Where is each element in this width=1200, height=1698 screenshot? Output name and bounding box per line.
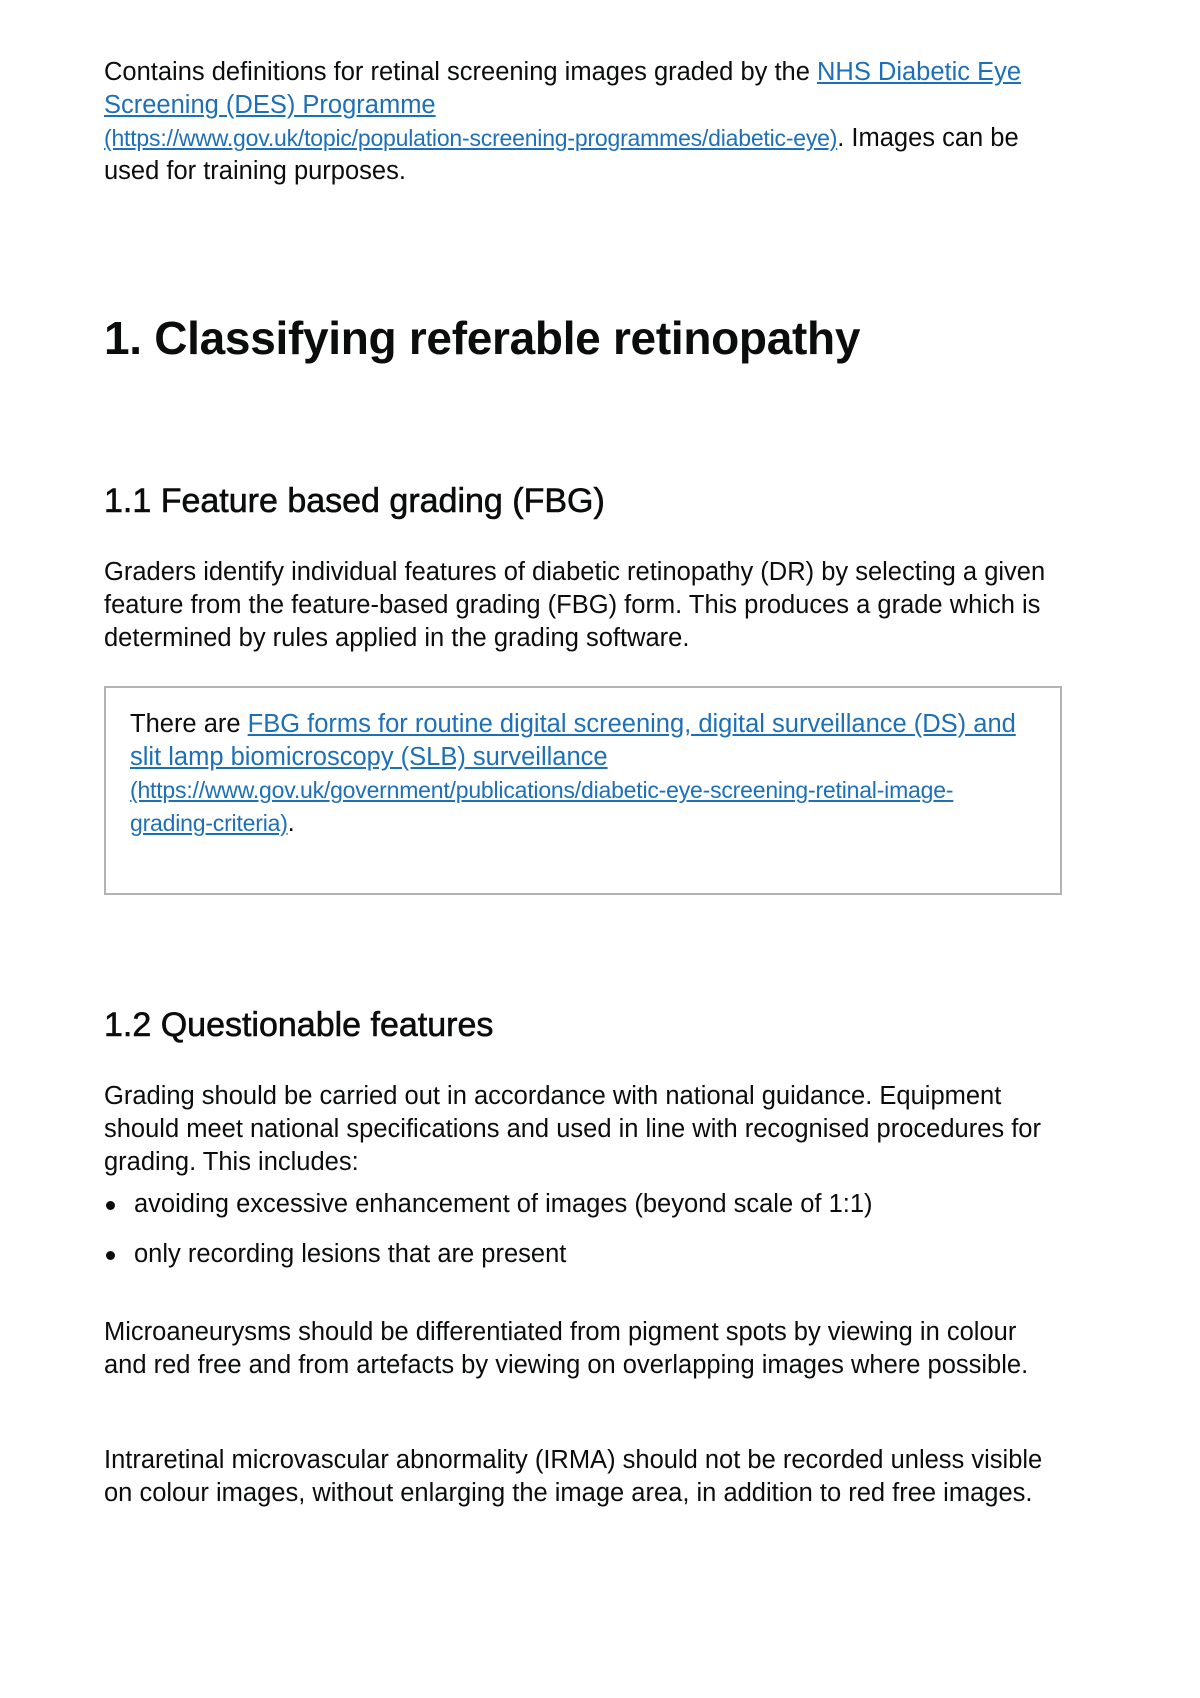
intro-paragraph — [104, 56, 1064, 188]
list-item-text: only recording lesions that are present — [134, 1240, 567, 1268]
irma-paragraph: Intraretinal microvascular abnormality (IRMA) should not be recorded unless visible on colour images, without enlarging the image area, in addition to red free images. — [104, 1446, 1043, 1507]
microaneurysms-paragraph: Microaneurysms should be differentiated from pigment spots by viewing in colour and red free and from artefacts by viewing on overlapping images where possible. — [104, 1318, 1029, 1379]
questionable-paragraph: Grading should be carried out in accordance with national guidance. Equipment should meet national specifications and used in line with recognised procedures for grading. This includes: — [104, 1082, 1041, 1176]
intro-text-before: Contains definitions for retinal screening images graded by the — [104, 58, 817, 86]
inset-paragraph — [130, 708, 1030, 840]
bullet-icon — [106, 1251, 115, 1260]
des-programme-url[interactable]: (https://www.gov.uk/topic/population-screening-programmes/diabetic-eye) — [104, 125, 838, 151]
list-item — [104, 1188, 873, 1221]
list-item-text: avoiding excessive enhancement of images (beyond scale of 1:1) — [134, 1190, 873, 1218]
questionable-heading: 1.2 Questionable features — [104, 1006, 494, 1044]
intro-text-after: . Images can be used for training purposes. — [104, 124, 1019, 185]
questionable-bullet-list — [104, 1188, 873, 1288]
list-item — [104, 1238, 873, 1271]
fbg-forms-link[interactable]: FBG forms for routine digital screening, digital surveillance (DS) and slit lamp biomicroscopy (SLB) surveillance — [130, 710, 1016, 771]
inset-text-before: There are — [130, 710, 248, 738]
main-heading: 1. Classifying referable retinopathy — [104, 312, 861, 364]
document-page — [104, 56, 1064, 1507]
fbg-heading: 1.1 Feature based grading (FBG) — [104, 482, 605, 520]
fbg-inset-box — [104, 686, 1062, 895]
fbg-forms-url[interactable]: (https://www.gov.uk/government/publications/diabetic-eye-screening-retinal-image-grading-criteria) — [130, 777, 954, 836]
inset-text-after: . — [287, 809, 295, 837]
bullet-icon — [106, 1201, 115, 1210]
fbg-paragraph: Graders identify individual features of diabetic retinopathy (DR) by selecting a given feature from the feature-based grading (FBG) form. This produces a grade which is determined by rules applied in the grading software. — [104, 558, 1046, 652]
des-programme-link[interactable]: NHS Diabetic Eye Screening (DES) Programme — [104, 58, 1022, 119]
